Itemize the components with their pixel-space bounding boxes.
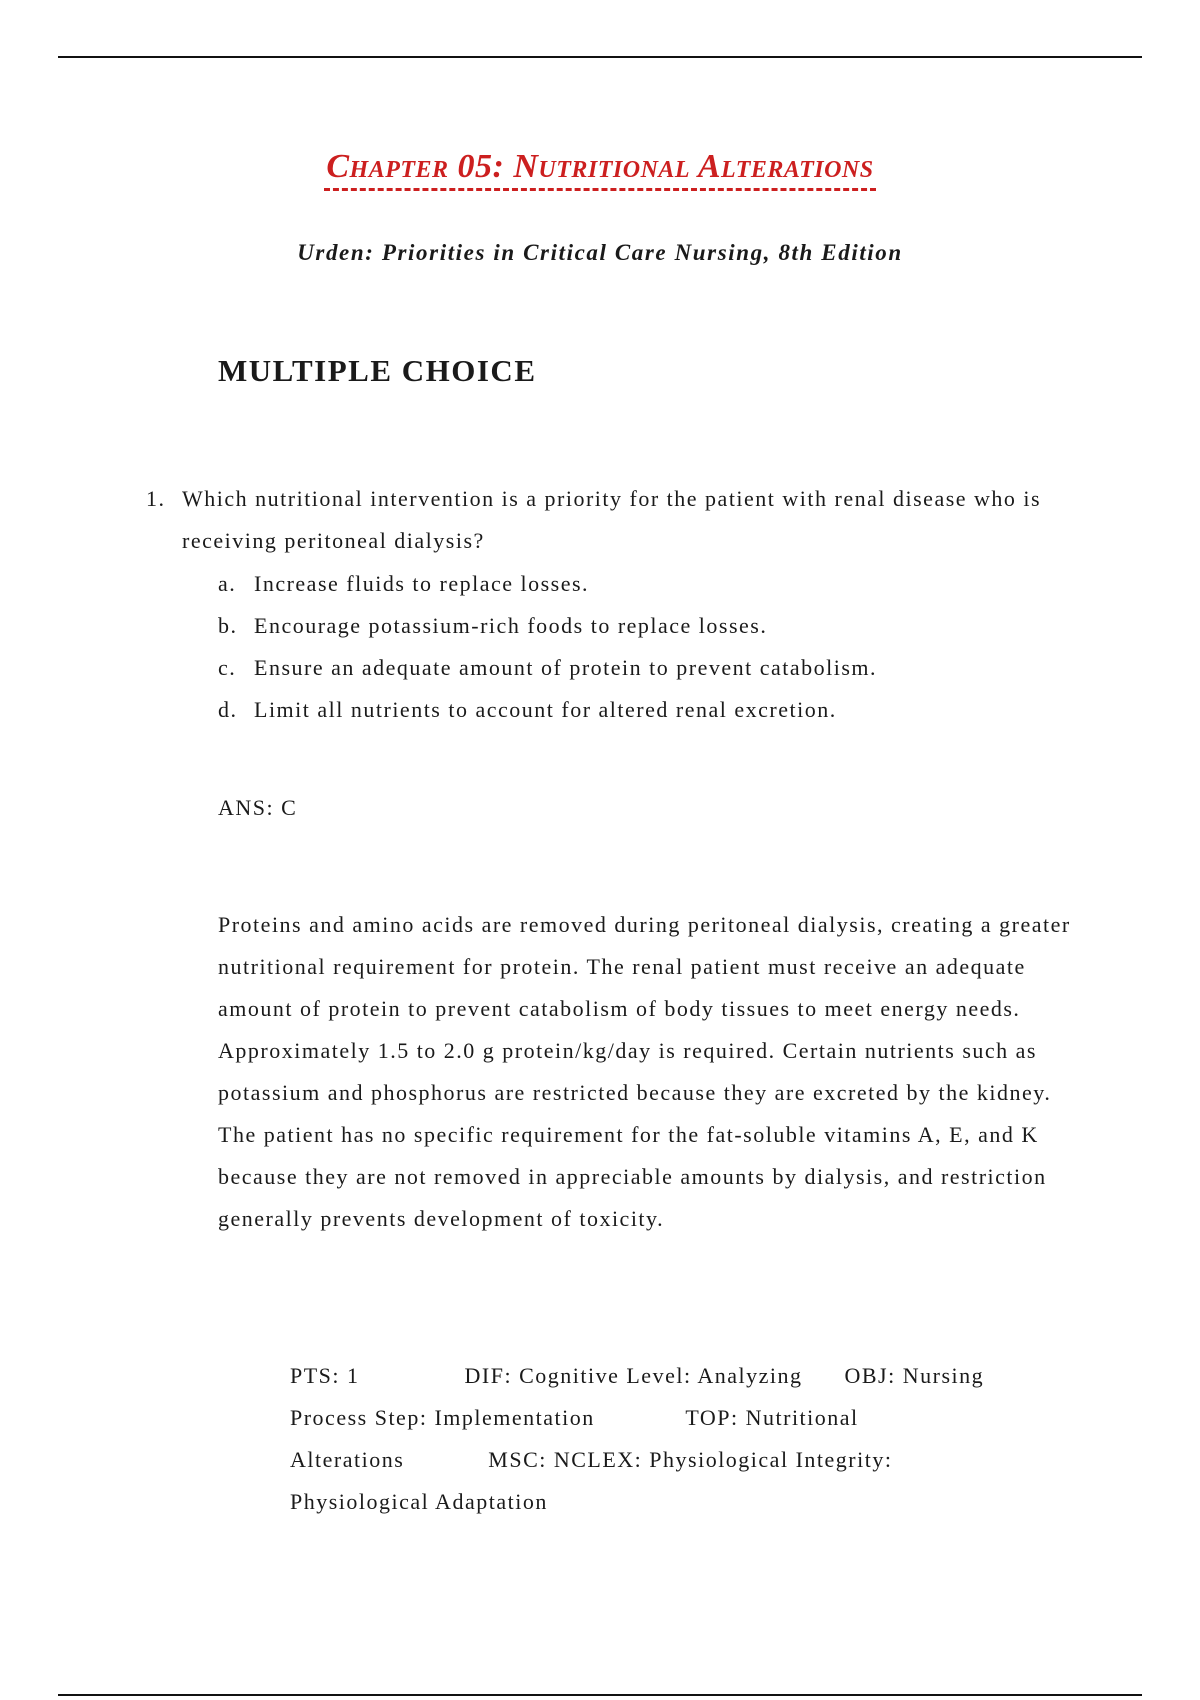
option-letter: d. xyxy=(218,697,238,722)
option-c xyxy=(218,647,1118,689)
question-1 xyxy=(146,478,1046,562)
meta-pts: PTS: 1 xyxy=(290,1363,360,1388)
meta-obj: OBJ: Nursing Process Step: Implementation xyxy=(290,1363,985,1430)
chapter-title xyxy=(0,148,1200,191)
bottom-rule xyxy=(58,1694,1142,1696)
answer-key: ANS: C xyxy=(218,795,298,820)
option-letter: c. xyxy=(218,655,237,680)
book-subtitle: Urden: Priorities in Critical Care Nursing, 8th Edition xyxy=(297,240,903,265)
option-text: Increase fluids to replace losses. xyxy=(254,571,590,596)
meta-top: TOP: Nutritional Alterations xyxy=(290,1405,859,1472)
option-d xyxy=(218,689,1118,731)
option-text: Limit all nutrients to account for altered renal excretion. xyxy=(254,697,837,722)
meta-msc: MSC: NCLEX: Physiological Integrity: Physiological Adaptation xyxy=(290,1447,893,1514)
top-rule xyxy=(58,56,1142,58)
option-a xyxy=(218,563,1118,605)
option-letter: b. xyxy=(218,613,238,638)
answer-options xyxy=(218,563,1118,731)
section-heading: MULTIPLE CHOICE xyxy=(218,353,537,388)
chapter-title-text: Chapter 05: Nutritional Alterations xyxy=(324,148,875,191)
option-b xyxy=(218,605,1118,647)
option-text: Ensure an adequate amount of protein to prevent catabolism. xyxy=(254,655,878,680)
option-letter: a. xyxy=(218,571,237,596)
question-metadata xyxy=(290,1355,1010,1523)
question-stem: Which nutritional intervention is a priority for the patient with renal disease who is receiving peritoneal dialysis? xyxy=(182,486,1042,553)
meta-dif: DIF: Cognitive Level: Analyzing xyxy=(464,1363,803,1388)
question-number: 1. xyxy=(146,486,166,511)
rationale-paragraph: Proteins and amino acids are removed during peritoneal dialysis, creating a greater nutritional requirement for protein. The renal patient must receive an adequate amount of protein to prevent catabolism of body tissues to meet energy needs. Approximately 1.5 to 2.0 g protein/kg/day is required. Certain nutrients such as potassium and phosphorus are restricted because they are excreted by the kidney. The patient has no specific requirement for the fat-soluble vitamins A, E, and K because they are not removed in appreciable amounts by dialysis, and restriction generally prevents development of toxicity. xyxy=(218,912,1071,1231)
option-text: Encourage potassium-rich foods to replace losses. xyxy=(254,613,768,638)
